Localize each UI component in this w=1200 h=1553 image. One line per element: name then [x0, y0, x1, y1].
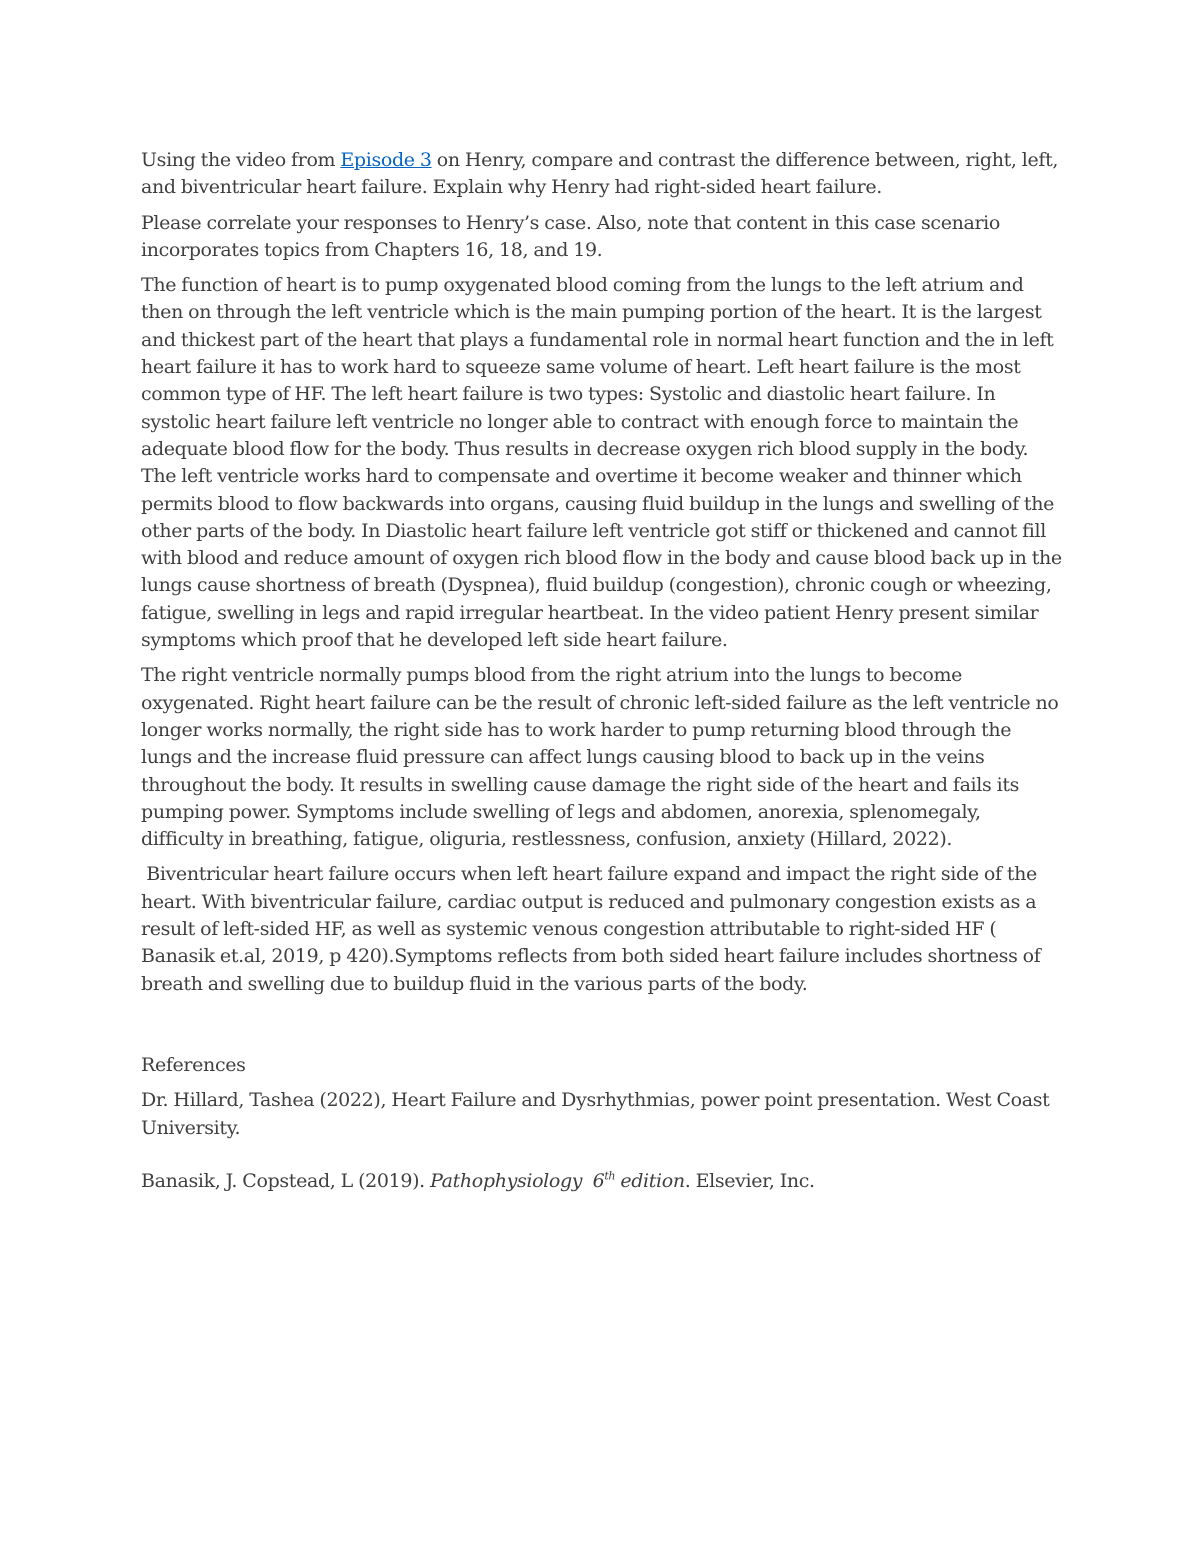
assignment-instructions: Please correlate your responses to Henry’s case. Also, note that content in this case scenario incorporates topics from Chapters 16, 18, and 19.: [141, 211, 1001, 261]
paragraph-right-heart-failure: The right ventricle normally pumps blood from the right atrium into the lungs to become oxygenated. Right heart failure can be the result of chronic left-sided failure as the left ventricle no longer works normally, the right side has to work harder to pump returning blood through the lungs and the increase fluid pressure can affect lungs causing blood to back up in the veins throughout the body. It results in swelling cause damage the right side of the heart and fails its pumping power. Symptoms include swelling of legs and abdomen, anorexia, splenomegaly, difficulty in breathing, fatigue, oliguria, restlessness, confusion, anxiety (Hillard, 2022).: [141, 664, 1059, 851]
reference-banasik-title-text: Pathophysiology 6: [430, 1169, 605, 1192]
reference-banasik-title: [430, 1170, 685, 1192]
reference-banasik-publisher: . Elsevier, Inc.: [684, 1169, 815, 1192]
prompt-text-end: on Henry, compare and contrast the difference between, right, left, and biventricular heart failure. Explain why Henry had right-sided heart failure.: [141, 149, 1059, 199]
reference-banasik-edition: edition: [615, 1169, 685, 1192]
episode-link[interactable]: Episode 3: [340, 149, 432, 171]
assignment-prompt: [141, 147, 1066, 202]
reference-spacer: [141, 1150, 1066, 1168]
section-spacer: [141, 1006, 1066, 1052]
reference-banasik-sup: th: [604, 1169, 616, 1183]
document-page: [141, 147, 1066, 1203]
paragraph-biventricular-heart-failure: Biventricular heart failure occurs when left heart failure expand and impact the right side of the heart. With biventricular failure, cardiac output is reduced and pulmonary congestion exists as a result of left-sided HF, as well as systemic venous congestion attributable to right-sided HF ( Banasik et.al, 2019, p 420).Symptoms reflects from both sided heart failure includes shortness of breath and swelling due to buildup fluid in the various parts of the body.: [141, 863, 1046, 995]
reference-banasik-authors: Banasik, J. Copstead, L (2019).: [141, 1169, 431, 1192]
reference-banasik: [141, 1168, 1066, 1195]
references-heading: References: [141, 1053, 246, 1076]
paragraph-left-heart-failure: The function of heart is to pump oxygenated blood coming from the lungs to the left atrium and then on through the left ventricle which is the main pumping portion of the heart. It is the largest and thickest part of the heart that plays a fundamental role in normal heart function and the in left heart failure it has to work hard to squeeze same volume of heart. Left heart failure is the most common type of HF. The left heart failure is two types: Systolic and diastolic heart failure. In systolic heart failure left ventricle no longer able to contract with enough force to maintain the adequate blood flow for the body. Thus results in decrease oxygen rich blood supply in the body. The left ventricle works hard to compensate and overtime it become weaker and thinner which permits blood to flow backwards into organs, causing fluid buildup in the lungs and swelling of the other parts of the body. In Diastolic heart failure left ventricle got stiff or thickened and cannot fill with blood and reduce amount of oxygen rich blood flow in the body and cause blood back up in the lungs cause shortness of breath (Dyspnea), fluid buildup (congestion), chronic cough or wheezing, fatigue, swelling in legs and rapid irregular heartbeat. In the video patient Henry present similar symptoms which proof that he developed left side heart failure.: [141, 274, 1062, 652]
prompt-text-start: Using the video from: [141, 149, 341, 171]
reference-hillard: Dr. Hillard, Tashea (2022), Heart Failure and Dysrhythmias, power point presentation. West Coast University.: [141, 1089, 1050, 1139]
